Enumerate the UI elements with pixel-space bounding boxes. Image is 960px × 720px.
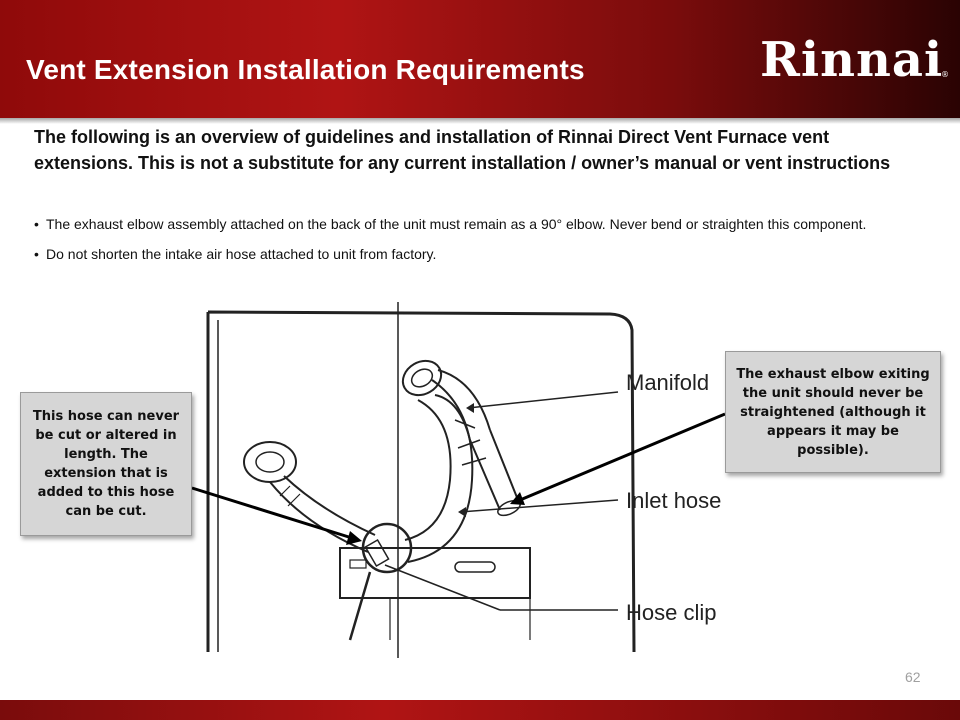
bullet-icon: •	[34, 216, 39, 232]
slide-title: Vent Extension Installation Requirements	[26, 54, 585, 85]
bullet-text: Do not shorten the intake air hose attached to unit from factory.	[46, 246, 437, 262]
hose-callout: This hose can never be cut or altered in length. The extension that is added to this hose can be cut.	[20, 392, 192, 536]
rinnai-logo: Rinnai	[760, 32, 944, 88]
page-number: 62	[905, 669, 921, 685]
registered-mark: ®	[941, 70, 949, 79]
inlet-hose-label: Inlet hose	[626, 488, 722, 513]
bullet-icon: •	[34, 246, 39, 262]
lead-paragraph: The following is an overview of guidelines and installation of Rinnai Direct Vent Furnace vent extensions. This is not a substitute for any current installation / owner’s manual or vent instructions	[34, 127, 891, 173]
hose-clip-label: Hose clip	[626, 600, 717, 625]
exhaust-elbow-callout: The exhaust elbow exiting the unit should never be straightened (although it appears it may be possible).	[725, 351, 941, 473]
footer-bar	[0, 700, 960, 720]
manifold-label: Manifold	[626, 370, 710, 395]
bullet-text: The exhaust elbow assembly attached on the back of the unit must remain as a 90° elbow. Never bend or straighten this component.	[46, 216, 867, 232]
